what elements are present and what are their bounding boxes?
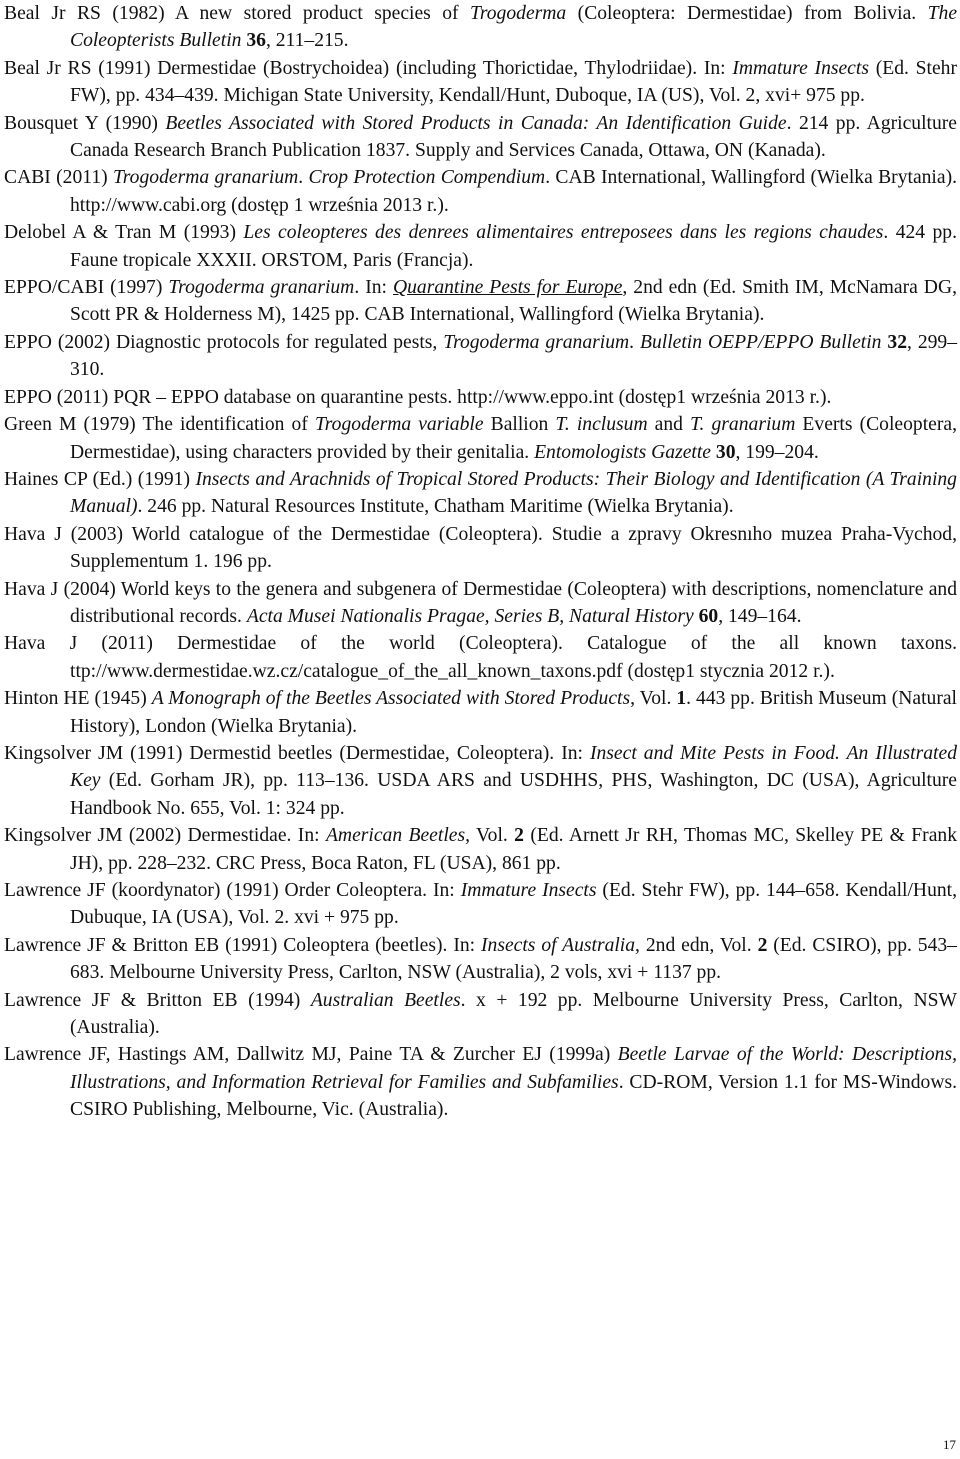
reference-text-segment: Acta Musei Nationalis Pragae, Series B, Natural History (246, 605, 694, 627)
reference-text-segment: . 443 pp. British Museum (Natural History), London (Wielka Brytania). (70, 688, 957, 737)
reference-entry (4, 1041, 957, 1123)
reference-text-segment: Bousquet Y (1990) (4, 112, 166, 134)
reference-list (4, 0, 957, 1124)
reference-text-segment: Kingsolver JM (1991) Dermestid beetles (Dermestidae, Coleoptera). In: (4, 742, 590, 764)
reference-text-segment: Entomologists Gazette (534, 441, 711, 463)
reference-entry (4, 55, 957, 110)
reference-text-segment: , Vol. (465, 825, 515, 847)
reference-text-segment: American Beetles (325, 825, 466, 847)
reference-text-segment: T. granarium (690, 414, 796, 436)
reference-text-segment: . (298, 167, 309, 189)
reference-text-segment: . CAB International, Wallingford (Wielka Brytania). http://www.cabi.org (dostęp 1 września 2013 r.). (70, 167, 957, 216)
reference-text-segment: , 299–310. (70, 331, 958, 381)
reference-entry (4, 164, 957, 219)
reference-text-segment: Hava J (2003) World catalogue of the Dermestidae (Coleoptera). Studie a zpravy Okresnıho muzea Praha-Vychod, Supplementum 1. 196 pp. (4, 523, 957, 573)
reference-text-segment: and (647, 414, 691, 436)
reference-text-segment: Immature Insects (732, 57, 869, 79)
reference-entry (4, 521, 957, 576)
reference-text-segment: CABI (2011) (4, 167, 113, 189)
reference-text-segment: . In: (354, 277, 393, 299)
reference-text-segment: Lawrence JF & Britton EB (1994) (4, 989, 311, 1011)
reference-text-segment: Quarantine Pests for Europe (392, 277, 623, 299)
reference-text-segment: . CD-ROM, Version 1.1 for MS-Windows. CSIRO Publishing, Melbourne, Vic. (Australia). (70, 1071, 957, 1121)
reference-entry (4, 110, 957, 165)
reference-text-segment: . 214 pp. Agriculture Canada Research Branch Publication 1837. Supply and Services Canada, Ottawa, ON (Kanada). (70, 112, 957, 162)
reference-entry (4, 466, 957, 521)
reference-text-segment: , 199–204. (735, 441, 819, 463)
reference-text-segment: Australian Beetles (310, 989, 461, 1011)
reference-text-segment: Crop Protection Compendium (308, 167, 546, 189)
reference-text-segment: Green M (1979) The identification of (4, 414, 315, 436)
reference-text-segment: Trogoderma (470, 3, 567, 24)
reference-entry (4, 0, 957, 55)
reference-text-segment: (Ed. Gorham JR), pp. 113–136. USDA ARS and USDHHS, PHS, Washington, DC (USA), Agriculture Handbook No. 655, Vol. 1: 324 pp. (70, 770, 957, 819)
reference-text-segment: 32 (887, 331, 908, 353)
reference-text-segment: EPPO (2002) Diagnostic protocols for regulated pests, (4, 331, 444, 353)
reference-entry (4, 740, 957, 822)
reference-text-segment: . (629, 331, 640, 353)
reference-entry (4, 822, 957, 877)
reference-text-segment: A Monograph of the Beetles Associated with Stored Products (151, 688, 631, 710)
reference-text-segment: (Ed. CSIRO), pp. 543–683. Melbourne University Press, Carlton, NSW (Australia), 2 vols, xvi + 1137 pp. (70, 934, 957, 984)
reference-text-segment: (Ed. Stehr FW), pp. 434–439. Michigan State University, Kendall/Hunt, Duboque, IA (US), Vol. 2, xvi+ 975 pp. (70, 57, 957, 107)
reference-text-segment: 36 (246, 30, 266, 52)
reference-text-segment: EPPO (2011) PQR – EPPO database on quarantine pests. http://www.eppo.int (dostęp1 września 2013 r.). (4, 386, 832, 408)
reference-entry (4, 685, 957, 740)
reference-text-segment: 2 (514, 825, 524, 847)
page-number: 17 (943, 1437, 956, 1452)
reference-text-segment: Trogoderma variable (314, 414, 484, 436)
reference-text-segment: 30 (715, 441, 736, 463)
reference-entry (4, 329, 957, 384)
reference-text-segment: Kingsolver JM (2002) Dermestidae. In: (4, 825, 326, 847)
reference-text-segment: Lawrence JF & Britton EB (1991) Coleoptera (beetles). In: (4, 934, 481, 956)
reference-text-segment: Lawrence JF (koordynator) (1991) Order Coleoptera. In: (4, 880, 461, 901)
reference-text-segment: 60 (698, 605, 719, 627)
reference-text-segment: Beetles Associated with Stored Products in Canada: An Identification Guide (165, 112, 787, 134)
reference-text-segment: Bulletin OEPP/EPPO Bulletin (640, 331, 882, 353)
reference-text-segment: (Ed. Arnett Jr RH, Thomas MC, Skelley PE & Frank JH), pp. 228–232. CRC Press, Boca Raton, FL (USA), 861 pp. (70, 825, 957, 874)
reference-text-segment: Lawrence JF, Hastings AM, Dallwitz MJ, Paine TA & Zurcher EJ (1999a) (4, 1044, 618, 1066)
reference-text-segment: (Ed. Stehr FW), pp. 144–658. Kendall/Hunt, Dubuque, IA (USA), Vol. 2. xvi + 975 pp. (70, 880, 958, 929)
reference-text-segment: . x + 192 pp. Melbourne University Press, Carlton, NSW (Australia). (70, 989, 957, 1039)
reference-entry (4, 576, 957, 631)
reference-text-segment: Insect and Mite Pests in Food. An Illustrated Key (70, 742, 957, 792)
reference-text-segment: Hinton HE (1945) (4, 688, 152, 710)
reference-text-segment: EPPO/CABI (1997) (4, 277, 169, 299)
reference-text-segment: 1 (676, 688, 687, 710)
reference-text-segment: Everts (Coleoptera, Dermestidae), using characters provided by their genitalia. (70, 414, 957, 463)
reference-entry (4, 630, 957, 685)
reference-text-segment: Insects of Australia (481, 934, 636, 956)
reference-text-segment: Delobel A & Tran M (1993) (4, 222, 244, 244)
reference-text-segment: Ballion (483, 414, 556, 436)
reference-text-segment: The Coleopterists Bulletin (70, 3, 958, 52)
reference-text-segment: . 246 pp. Natural Resources Institute, Chatham Maritime (Wielka Brytania). (137, 496, 734, 518)
reference-text-segment: Trogoderma granarium (443, 331, 630, 353)
reference-entry (4, 877, 957, 932)
reference-entry (4, 384, 957, 411)
reference-text-segment: , Vol. (630, 688, 677, 710)
reference-text-segment: Hava J (2004) World keys to the genera and subgenera of Dermestidae (Coleoptera) with descriptions, nomenclature and distributional records. (4, 578, 957, 627)
reference-text-segment: 2 (757, 934, 768, 956)
reference-text-segment: T. inclusum (555, 414, 648, 436)
reference-entry (4, 987, 957, 1042)
reference-entry (4, 411, 957, 466)
reference-text-segment: Haines CP (Ed.) (1991) (4, 468, 196, 490)
reference-entry (4, 219, 957, 274)
reference-entry (4, 274, 957, 329)
reference-text-segment: Immature Insects (460, 880, 597, 901)
reference-text-segment: Trogoderma granarium (112, 167, 299, 189)
reference-text-segment: Beal Jr RS (1982) A new stored product species of (4, 3, 471, 24)
reference-text-segment: Trogoderma granarium (168, 277, 355, 299)
reference-text-segment: Les coleopteres des denrees alimentaires entreposees dans les regions chaudes (243, 222, 884, 244)
reference-text-segment: Beal Jr RS (1991) Dermestidae (Bostrychoidea) (including Thorictidae, Thylodriidae). In: (4, 57, 733, 79)
reference-text-segment: Beetle Larvae of the World: Descriptions, Illustrations, and Information Retrieval for Families and Subfamilies (70, 1044, 958, 1093)
reference-text-segment: Insects and Arachnids of Tropical Stored Products: Their Biology and Identification (A Training Manual) (70, 468, 957, 518)
reference-entry (4, 932, 957, 987)
reference-text-segment: Hava J (2011) Dermestidae of the world (Coleoptera). Catalogue of the all known taxons. ttp://www.dermestidae.wz.cz/catalogue_of_the_all_known_taxons.pdf (dostęp1 stycznia 2012 r.). (4, 633, 957, 682)
reference-text-segment: , 211–215. (265, 30, 349, 52)
reference-text-segment: , 149–164. (718, 605, 802, 627)
reference-text-segment: , 2nd edn, Vol. (635, 934, 758, 956)
reference-text-segment: (Coleoptera: Dermestidae) from Bolivia. (566, 3, 928, 24)
reference-text-segment: , 2nd edn (Ed. Smith IM, McNamara DG, Scott PR & Holderness M), 1425 pp. CAB International, Wallingford (Wielka Brytania). (70, 277, 957, 326)
reference-text-segment: . 424 pp. Faune tropicale XXXII. ORSTOM, Paris (Francja). (70, 222, 958, 271)
